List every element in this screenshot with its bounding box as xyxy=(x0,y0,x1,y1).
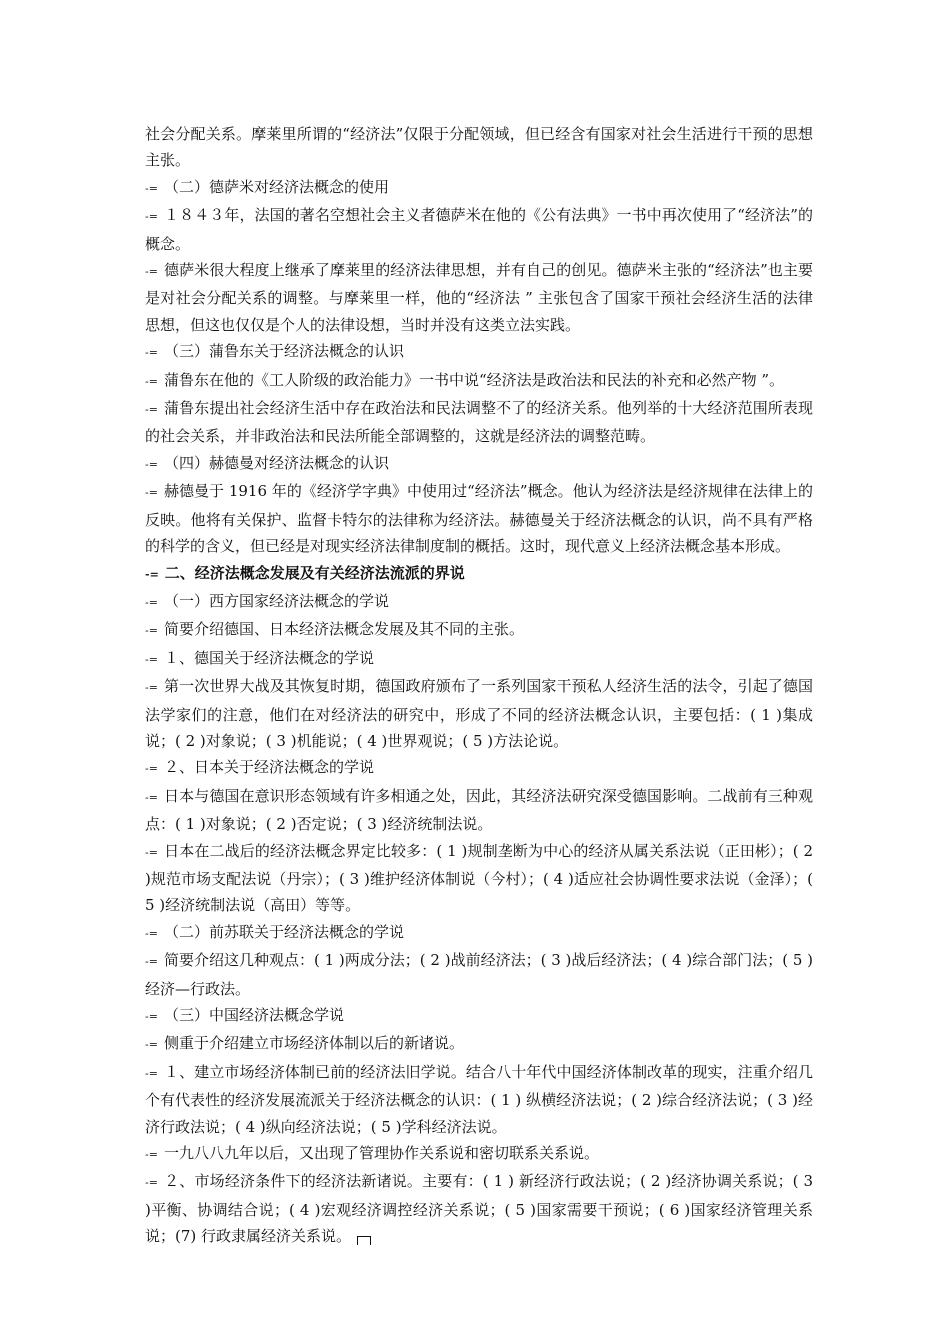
paragraph-marker: -= xyxy=(145,624,158,638)
paragraph-marker: -= xyxy=(145,790,158,804)
paragraph-marker: -= xyxy=(145,181,158,195)
paragraph xyxy=(145,1140,813,1168)
paragraph-marker: -= xyxy=(145,595,158,609)
paragraph-text: （二）德萨米对经济法概念的使用 xyxy=(163,177,389,196)
paragraph-text: 二、经济法概念发展及有关经济法流派的界说 xyxy=(164,563,465,582)
paragraph xyxy=(145,202,813,257)
paragraph-text: 一九八八九年以后，又出现了管理协作关系说和密切联系关系说。 xyxy=(163,1144,599,1163)
paragraph-text: 简要介绍这几种观点：( 1 )两成分法；( 2 )战前经济法；( 3 )战后经济法；( 4 )综合部门法；( 5 ) 经济—行政法。 xyxy=(145,951,829,998)
paragraph xyxy=(145,478,813,559)
section-heading xyxy=(145,560,813,588)
paragraph xyxy=(145,673,813,754)
paragraph xyxy=(145,338,813,366)
paragraph xyxy=(145,616,813,644)
paragraph xyxy=(145,395,813,450)
paragraph-text: 蒲鲁东提出社会经济生活中存在政治法和民法调整不了的经济关系。他列举的十大经济范围所表现的社会关系，并非政治法和民法所能全部调整的，这就是经济法的调整范畴。 xyxy=(145,399,813,446)
paragraph-marker: -= xyxy=(145,681,158,695)
paragraph xyxy=(145,754,813,782)
paragraph-marker: -= xyxy=(145,265,158,279)
paragraph xyxy=(145,947,829,1002)
document-body xyxy=(145,121,829,1250)
paragraph-text: （二）前苏联关于经济法概念的学说 xyxy=(163,922,404,941)
paragraph-text: 蒲鲁东在他的《工人阶级的政治能力》一书中说“经济法是政治法和民法的补充和必然产物 ”。 xyxy=(163,370,785,389)
paragraph xyxy=(145,257,813,338)
paragraph xyxy=(145,919,813,947)
paragraph-marker: -= xyxy=(145,457,158,471)
paragraph-text: １８４３年，法国的著名空想社会主义者德萨米在他的《公有法典》一书中再次使用了“经济法”的概念。 xyxy=(145,206,813,253)
paragraph-text: １、德国关于经济法概念的学说 xyxy=(163,648,374,667)
paragraph xyxy=(145,450,813,478)
paragraph-text: 日本在二战后的经济法概念界定比较多：( 1 )规制垄断为中心的经济从属关系法说（正田彬）；( 2 )规范市场支配法说（丹宗）；( 3 )维护经济体制说（今村）；( 4 )适应社会协调性要求法说（金泽）；( 5 )经济统制法说（高田）等等。 xyxy=(145,841,813,915)
paragraph-marker: -= xyxy=(145,1066,158,1080)
paragraph-marker: -= xyxy=(145,1010,158,1023)
paragraph-text: 德萨米很大程度上继承了摩莱里的经济法律思想，并有自己的创见。德萨米主张的“经济法”也主要是对社会分配关系的调整。与摩莱里一样，他的“经济法 ” 主张包含了国家干预社会经济生活的法律思想，但这也仅仅是个人的法律设想，当时并没有这类立法实践。 xyxy=(145,261,813,334)
paragraph xyxy=(145,1030,813,1058)
paragraph-text: （四）赫德曼对经济法概念的认识 xyxy=(163,453,389,472)
paragraph xyxy=(145,588,813,616)
paragraph-marker: -= xyxy=(145,845,158,859)
paragraph-marker: -= xyxy=(145,403,158,417)
paragraph-text: 社会分配关系。摩莱里所谓的“经济法”仅限于分配领域，但已经含有国家对社会生活进行干预的思想主张。 xyxy=(145,125,813,170)
paragraph-text: 侧重于介绍建立市场经济体制以后的新诸说。 xyxy=(163,1034,464,1053)
paragraph xyxy=(145,174,813,202)
paragraph xyxy=(145,838,813,919)
paragraph-marker: -= xyxy=(145,1176,158,1190)
paragraph-text: 简要介绍德国、日本经济法概念发展及其不同的主张。 xyxy=(163,620,524,639)
paragraph-text: ２、市场经济条件下的经济法新诸说。主要有：( 1 ) 新经济行政法说；( 2 )经济协调关系说；( 3 )平衡、协调结合说；( 4 )宏观经济调控经济关系说；( 5 )国家需要干预说；( 6 )国家经济管理关系说；(7) 行政隶属经济关系说。 xyxy=(145,1172,813,1246)
paragraph-text: 日本与德国在意识形态领域有许多相通之处，因此，其经济法研究深受德国影响。二战前有三种观点：( 1 )对象说；( 2 )否定说；( 3 )经济统制法说。 xyxy=(145,786,813,834)
paragraph-marker: -= xyxy=(145,346,158,360)
paragraph xyxy=(145,1168,813,1249)
paragraph-marker: -= xyxy=(145,652,158,666)
paragraph-marker: -= xyxy=(145,486,158,500)
paragraph-text: （三）中国经济法概念学说 xyxy=(163,1006,344,1024)
paragraph xyxy=(145,367,813,395)
paragraph-text: 赫德曼于 1916 年的《经济学字典》中使用过“经济法”概念。他认为经济法是经济规律在法律上的反映。他将有关保护、监督卡特尔的法律称为经济法。赫德曼关于经济法概念的认识，尚不具有严格的科学的含义，但已经是对现实经济法律制度制的概括。这时，现代意义上经济法概念基本形成。 xyxy=(145,482,813,556)
paragraph-marker: -= xyxy=(145,210,158,224)
paragraph-text: （三）蒲鲁东关于经济法概念的认识 xyxy=(163,342,404,361)
paragraph-marker: -= xyxy=(145,762,158,776)
paragraph xyxy=(145,1059,813,1140)
paragraph-marker: -= xyxy=(145,955,158,969)
paragraph-marker: -= xyxy=(145,1038,158,1052)
paragraph xyxy=(145,783,813,838)
paragraph xyxy=(145,121,813,174)
paragraph xyxy=(145,645,813,673)
paragraph-marker: -= xyxy=(145,374,158,388)
paragraph-marker: -= xyxy=(145,926,158,940)
paragraph-text: １、建立市场经济体制已前的经济法旧学说。结合八十年代中国经济体制改革的现实，注重介绍几个有代表性的经济发展流派关于经济法概念的认识：( 1 ) 纵横经济法说；( 2 )综合经济法说；( 3 )经济行政法说；( 4 )纵向经济法说；( 5 )学科经济法说。 xyxy=(145,1062,813,1136)
paragraph-marker: -= xyxy=(145,567,159,581)
paragraph-text: ２、日本关于经济法概念的学说 xyxy=(163,758,374,777)
paragraph-marker: -= xyxy=(145,1148,158,1162)
paragraph xyxy=(145,1002,813,1030)
paragraph-text: （一）西方国家经济法概念的学说 xyxy=(163,591,389,610)
paragraph-text: 第一次世界大战及其恢复时期，德国政府颁布了一系列国家干预私人经济生活的法令，引起了德国法学家们的注意，他们在对经济法的研究中，形成了不同的经济法概念认识，主要包括：( 1 )集成说；( 2 )对象说；( 3 )机能说；( 4 )世界观说；( 5 )方法论说。 xyxy=(145,677,813,750)
end-of-text-icon xyxy=(357,1236,371,1245)
